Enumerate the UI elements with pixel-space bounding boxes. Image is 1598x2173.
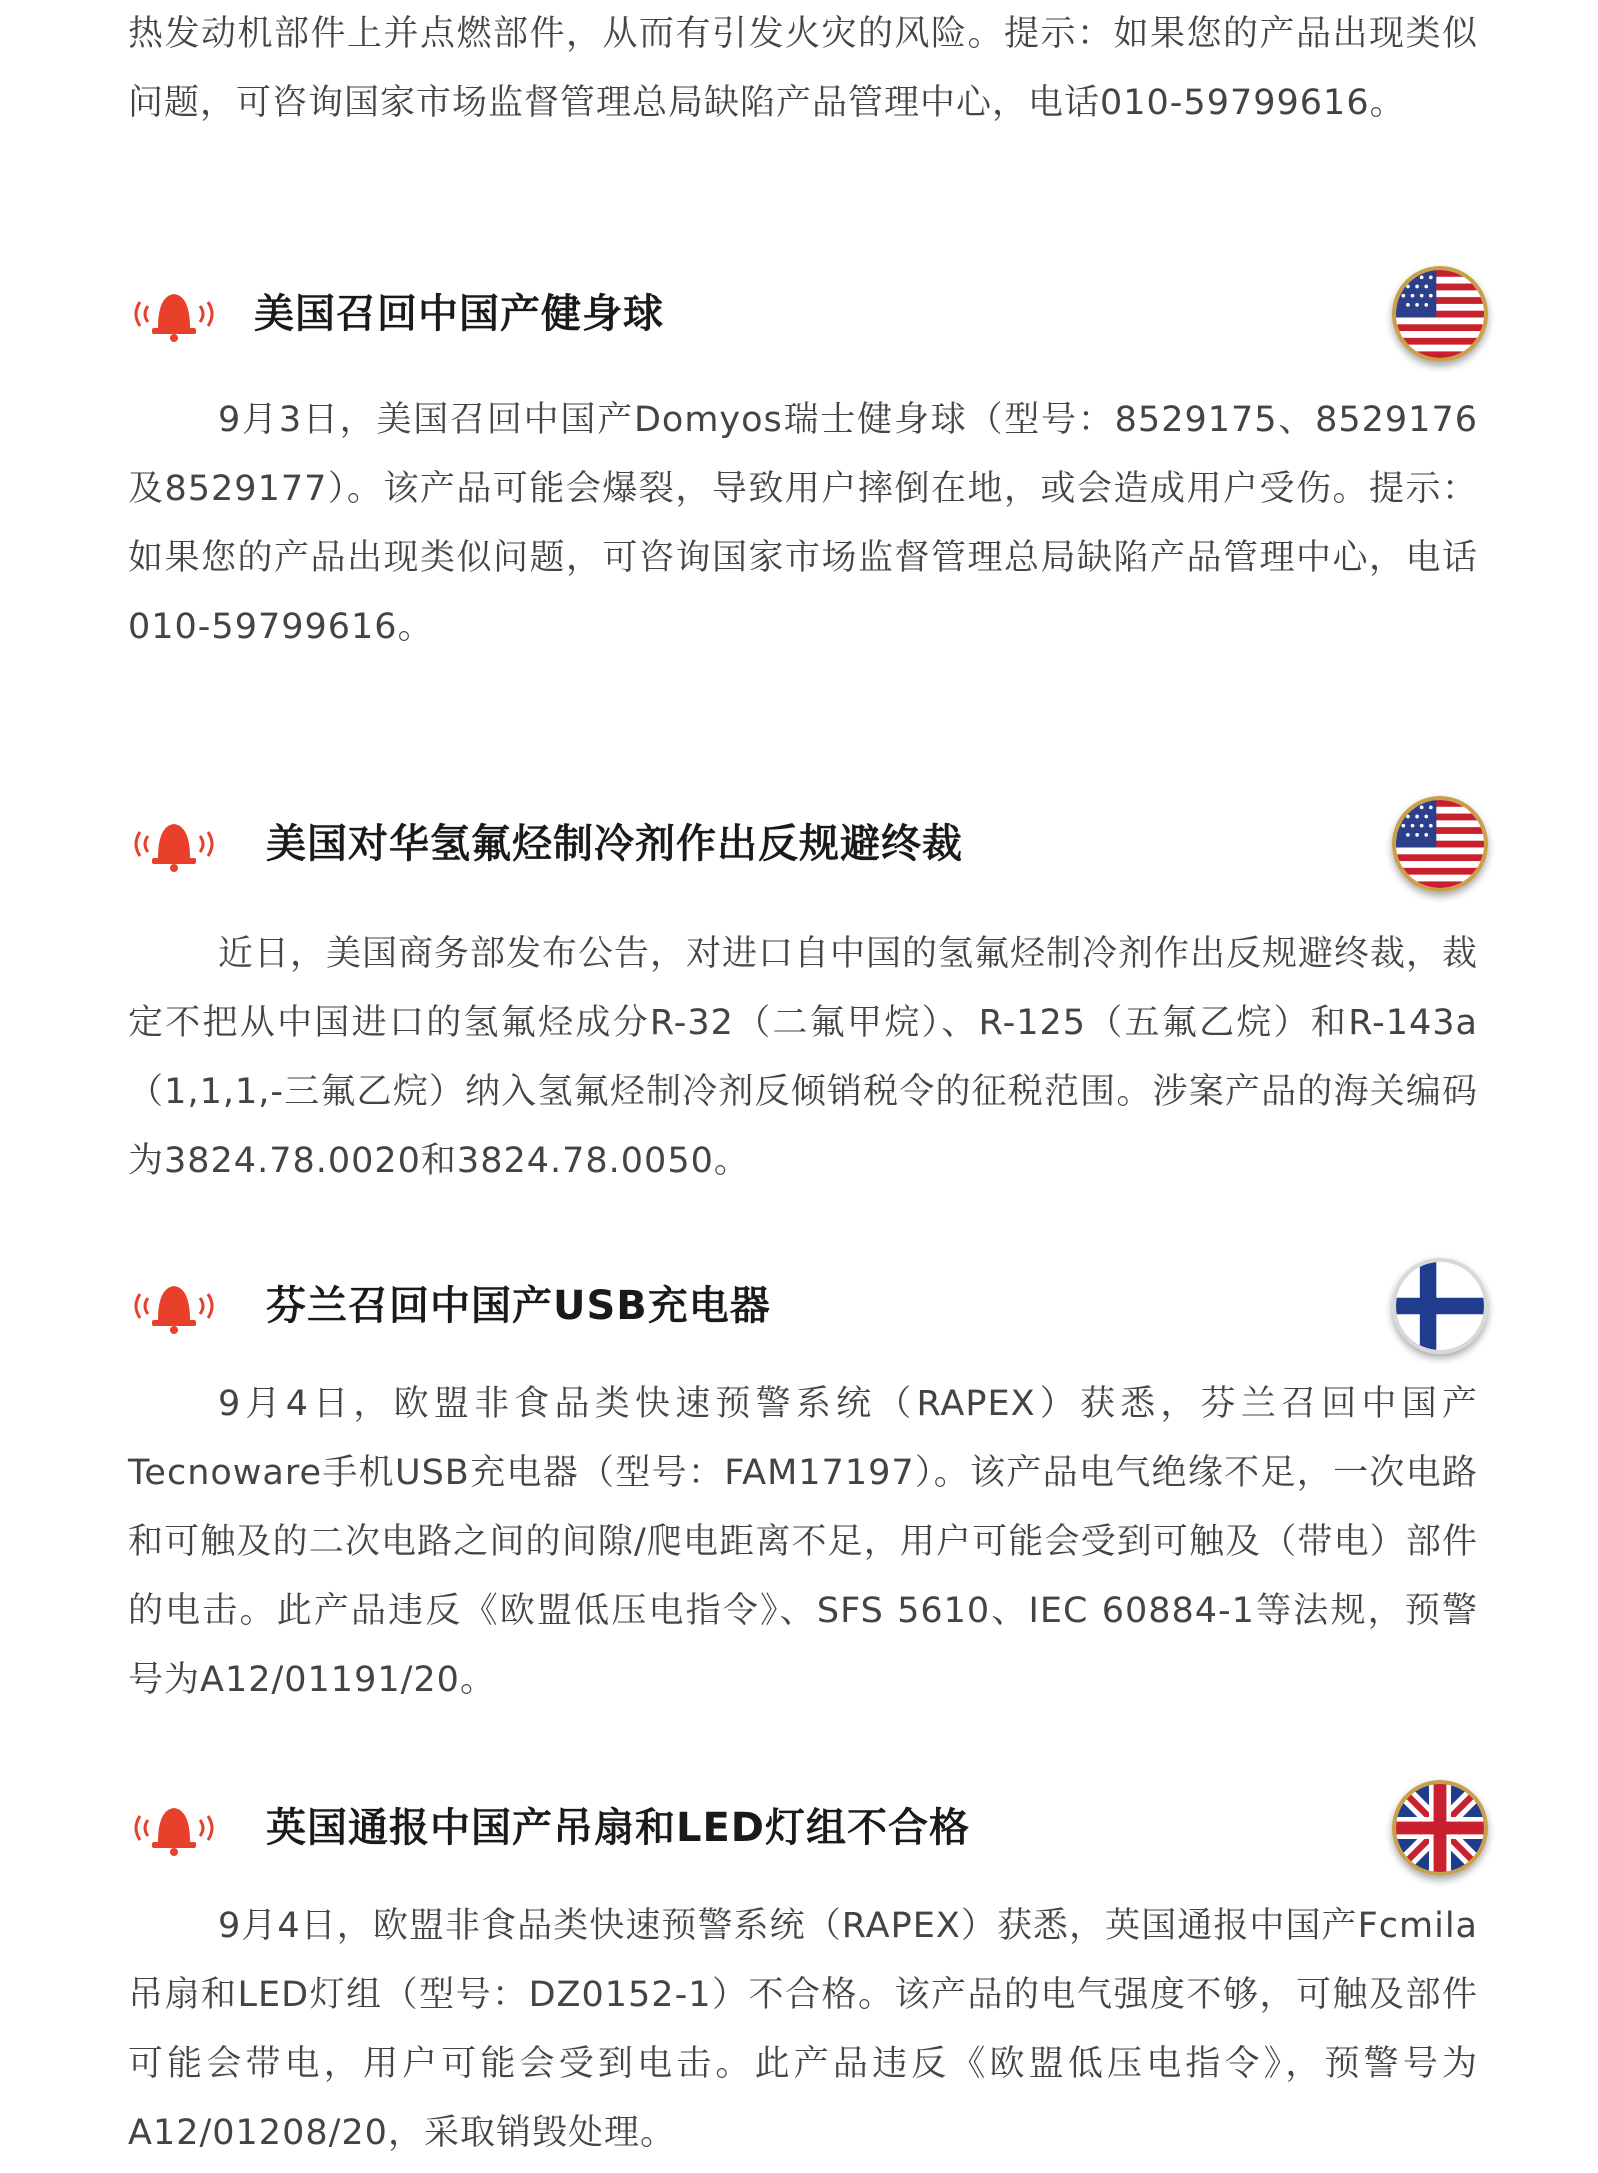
section-heading-1 [126,266,1488,362]
alarm-bell-icon [126,1274,222,1338]
section-body: 近日，美国商务部发布公告，对进口自中国的氢氟烃制冷剂作出反规避终裁，裁定不把从中国进口的氢氟烃成分R-32（二氟甲烷）、R-125（五氟乙烷）和R-143a（1,1,1,-三氟乙烷）纳入氢氟烃制冷剂反倾销税令的征税范围。涉案产品的海关编码为3824.78.0020和3824.78.0050。 [128,934,1479,1181]
section-title: 芬兰召回中国产USB充电器 [266,1283,771,1329]
section-heading-2 [126,796,1488,892]
section-body: 9月4日，欧盟非食品类快速预警系统（RAPEX）获悉，芬兰召回中国产Tecnoware手机USB充电器（型号：FAM17197）。该产品电气绝缘不足，一次电路和可触及的二次电路之间的间隙/爬电距离不足，用户可能会受到可触及（带电）部件的电击。此产品违反《欧盟低压电指令》、SFS 5610、IEC 60884-1等法规，预警号为A12/01191/20。 [128,1384,1478,1700]
usa-flag-icon [1392,796,1488,892]
section-heading-3 [126,1258,1488,1354]
section-body: 9月4日，欧盟非食品类快速预警系统（RAPEX）获悉，英国通报中国产Fcmila吊扇和LED灯组（型号：DZ0152-1）不合格。该产品的电气强度不够，可触及部件可能会带电，用户可能会受到电击。此产品违反《欧盟低压电指令》，预警号为A12/01208/20，采取销毁处理。 [128,1906,1478,2153]
alarm-bell-icon [126,1796,222,1860]
section-body: 9月3日，美国召回中国产Domyos瑞士健身球（型号：8529175、8529176及8529177）。该产品可能会爆裂，导致用户摔倒在地，或会造成用户受伤。提示：如果您的产品出现类似问题，可咨询国家市场监督管理总局缺陷产品管理中心，电话010-59799616。 [128,400,1478,647]
section-title: 美国召回中国产健身球 [254,291,664,337]
usa-flag-icon [1392,266,1488,362]
uk-flag-icon [1392,1780,1488,1876]
section-heading-4 [126,1780,1488,1876]
section-title: 英国通报中国产吊扇和LED灯组不合格 [266,1805,971,1851]
intro-paragraph: 热发动机部件上并点燃部件，从而有引发火灾的风险。提示：如果您的产品出现类似问题，可咨询国家市场监督管理总局缺陷产品管理中心，电话010-59799616。 [128,14,1478,123]
alarm-bell-icon [126,282,222,346]
section-title: 美国对华氢氟烃制冷剂作出反规避终裁 [266,821,963,867]
alarm-bell-icon [126,812,222,876]
finland-flag-icon [1392,1258,1488,1354]
